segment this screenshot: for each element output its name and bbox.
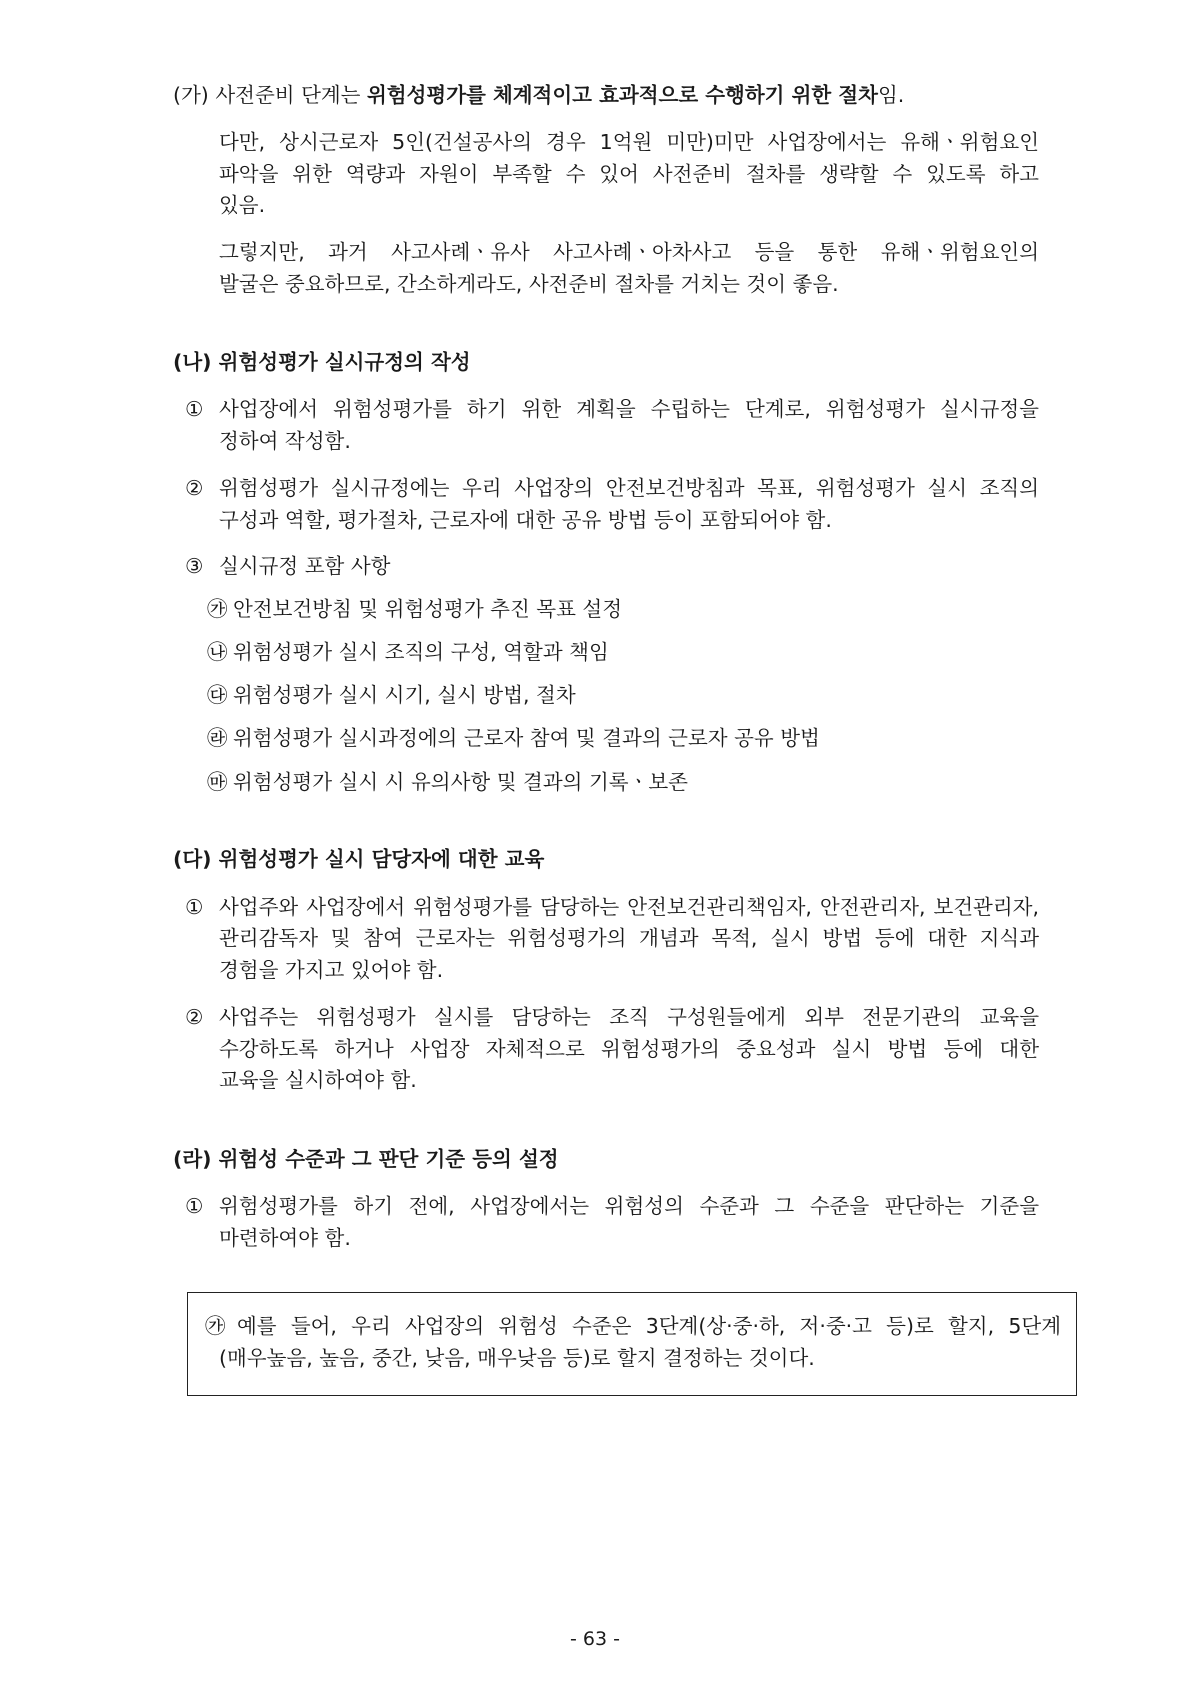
item-line: 경험을 가지고 있어야 함. — [219, 958, 444, 982]
item-line: 사업장에서 위험성평가를 하기 위한 계획을 수립하는 단계로, 위험성평가 실시규정을 — [219, 397, 1039, 421]
page-number: - 63 - — [570, 1628, 620, 1650]
item-marker: ① — [185, 895, 204, 919]
item-line: 위험성평가 실시규정에는 우리 사업장의 안전보건방침과 목표, 위험성평가 실시 조직의 — [219, 476, 1039, 500]
intro-para1-line: 있음. — [219, 193, 266, 217]
item-line: 구성과 역할, 평가절차, 근로자에 대한 공유 방법 등이 포함되어야 함. — [219, 508, 832, 532]
item-line: 교육을 실시하여야 함. — [219, 1068, 417, 1092]
item-line: 마련하여야 함. — [219, 1226, 351, 1250]
emphasis-text: 위험성평가를 체계적이고 효과적으로 수행하기 위한 절차 — [367, 83, 878, 107]
item-marker: ② — [185, 1005, 204, 1029]
subitem: ㉮ 안전보건방침 및 위험성평가 추진 목표 설정 — [207, 597, 623, 621]
item-marker: ③ — [185, 554, 204, 578]
subitem: ㉰ 위험성평가 실시 시기, 실시 방법, 절차 — [207, 683, 576, 707]
section-label: (가) — [173, 83, 209, 107]
box-line: (매우높음, 높음, 중간, 낮음, 매우낮음 등)로 할지 결정하는 것이다. — [219, 1346, 815, 1370]
subitem: ㉲ 위험성평가 실시 시 유의사항 및 결과의 기록ㆍ보존 — [207, 770, 688, 794]
subitem: ㉯ 위험성평가 실시 조직의 구성, 역할과 책임 — [207, 640, 609, 664]
box-line: 예를 들어, 우리 사업장의 위험성 수준은 3단계(상·중·하, 저·중·고 등)로 할지, 5단계 — [237, 1314, 1061, 1338]
item-line: 사업주는 위험성평가 실시를 담당하는 조직 구성원들에게 외부 전문기관의 교육을 — [219, 1005, 1039, 1029]
item-line: 관리감독자 및 참여 근로자는 위험성평가의 개념과 목적, 실시 방법 등에 대한 지식과 — [219, 926, 1039, 950]
subitem: ㉱ 위험성평가 실시과정에의 근로자 참여 및 결과의 근로자 공유 방법 — [207, 726, 820, 750]
section-heading: (라) 위험성 수준과 그 판단 기준 등의 설정 — [173, 1147, 559, 1171]
item-marker: ① — [185, 397, 204, 421]
intro-para1-line: 다만, 상시근로자 5인(건설공사의 경우 1억원 미만)미만 사업장에서는 유해ㆍ위험요인 — [219, 130, 1039, 154]
intro-para2-line: 그렇지만, 과거 사고사례ㆍ유사 사고사례ㆍ아차사고 등을 통한 유해ㆍ위험요인의 — [219, 240, 1039, 264]
item-line: 정하여 작성함. — [219, 429, 351, 453]
item-line: 사업주와 사업장에서 위험성평가를 담당하는 안전보건관리책임자, 안전관리자, 보건관리자, — [219, 895, 1039, 919]
item-line: 실시규정 포함 사항 — [219, 554, 391, 578]
item-marker: ① — [185, 1194, 204, 1218]
section-heading: (나) 위험성평가 실시규정의 작성 — [173, 350, 471, 374]
item-line: 수강하도록 하거나 사업장 자체적으로 위험성평가의 중요성과 실시 방법 등에 대한 — [219, 1037, 1039, 1061]
section-heading: (다) 위험성평가 실시 담당자에 대한 교육 — [173, 847, 545, 871]
box-marker: ㉮ — [205, 1314, 226, 1338]
item-marker: ② — [185, 476, 204, 500]
intro-para2-line: 발굴은 중요하므로, 간소하게라도, 사전준비 절차를 거치는 것이 좋음. — [219, 272, 839, 296]
intro-para1-line: 파악을 위한 역량과 자원이 부족할 수 있어 사전준비 절차를 생략할 수 있도록 하고 — [219, 162, 1039, 186]
item-line: 위험성평가를 하기 전에, 사업장에서는 위험성의 수준과 그 수준을 판단하는 기준을 — [219, 1194, 1039, 1218]
intro-line: (가) 사전준비 단계는 위험성평가를 체계적이고 효과적으로 수행하기 위한 절차임. — [173, 83, 905, 107]
